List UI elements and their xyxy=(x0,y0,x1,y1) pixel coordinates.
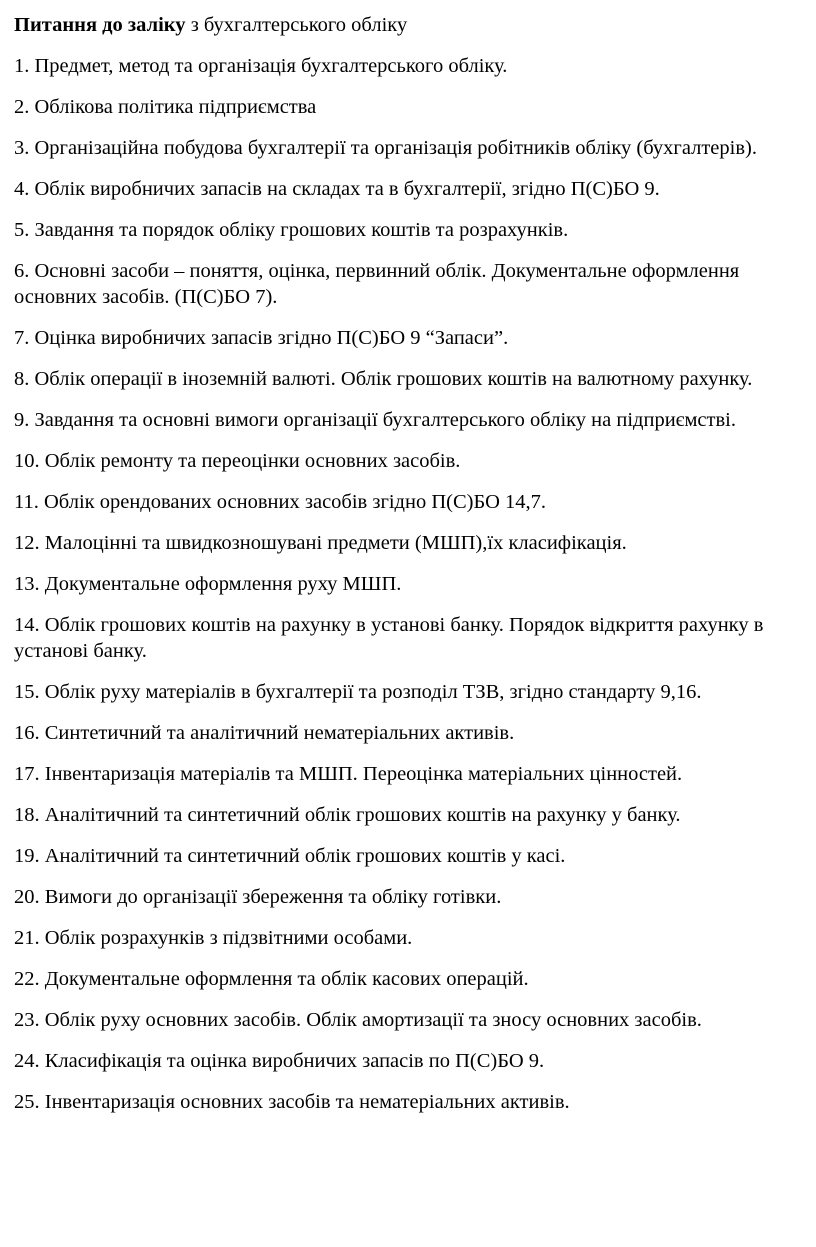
heading-bold-text: Питання до заліку xyxy=(14,14,186,36)
question-item: 4. Облік виробничих запасів на складах та в бухгалтерії, згідно П(С)БО 9. xyxy=(14,178,660,200)
question-item: 12. Малоцінні та швидкозношувані предмети (МШП),їх класифікація. xyxy=(14,532,627,554)
question-item: 18. Аналітичний та синтетичний облік грошових коштів на рахунку у банку. xyxy=(14,804,681,826)
question-item: 23. Облік руху основних засобів. Облік амортизації та зносу основних засобів. xyxy=(14,1009,702,1031)
question-item: 8. Облік операції в іноземній валюті. Облік грошових коштів на валютному рахунку. xyxy=(14,368,753,390)
question-item: 24. Класифікація та оцінка виробничих запасів по П(С)БО 9. xyxy=(14,1050,545,1072)
question-item: 14. Облік грошових коштів на рахунку в установі банку. Порядок відкриття рахунку в установі банку. xyxy=(14,614,764,662)
question-item: 19. Аналітичний та синтетичний облік грошових коштів у касі. xyxy=(14,845,566,867)
question-item: 10. Облік ремонту та переоцінки основних засобів. xyxy=(14,450,461,472)
question-item: 16. Синтетичний та аналітичний нематеріальних активів. xyxy=(14,722,515,744)
question-item: 17. Інвентаризація матеріалів та МШП. Переоцінка матеріальних цінностей. xyxy=(14,763,683,785)
question-item: 11. Облік орендованих основних засобів згідно П(С)БО 14,7. xyxy=(14,491,547,513)
question-item: 20. Вимоги до організації збереження та обліку готівки. xyxy=(14,886,502,908)
question-item: 1. Предмет, метод та організація бухгалтерського обліку. xyxy=(14,55,508,77)
question-item: 25. Інвентаризація основних засобів та нематеріальних активів. xyxy=(14,1091,570,1113)
question-item: 7. Оцінка виробничих запасів згідно П(С)БО 9 “Запаси”. xyxy=(14,327,509,349)
question-item: 2. Облікова політика підприємства xyxy=(14,96,317,118)
question-list xyxy=(14,53,798,1115)
document-heading xyxy=(14,12,798,38)
question-item: 21. Облік розрахунків з підзвітними особами. xyxy=(14,927,413,949)
question-item: 9. Завдання та основні вимоги організації бухгалтерського обліку на підприємстві. xyxy=(14,409,736,431)
question-item: 3. Організаційна побудова бухгалтерії та організація робітників обліку (бухгалтерів). xyxy=(14,137,757,159)
question-item: 5. Завдання та порядок обліку грошових коштів та розрахунків. xyxy=(14,219,569,241)
question-item: 15. Облік руху матеріалів в бухгалтерії та розподіл ТЗВ, згідно стандарту 9,16. xyxy=(14,681,702,703)
question-item: 13. Документальне оформлення руху МШП. xyxy=(14,573,402,595)
heading-rest-text: з бухгалтерського обліку xyxy=(185,14,408,36)
question-item: 22. Документальне оформлення та облік касових операцій. xyxy=(14,968,529,990)
question-item: 6. Основні засоби – поняття, оцінка, первинний облік. Документальне оформлення основних засобів. (П(С)БО 7). xyxy=(14,260,740,308)
